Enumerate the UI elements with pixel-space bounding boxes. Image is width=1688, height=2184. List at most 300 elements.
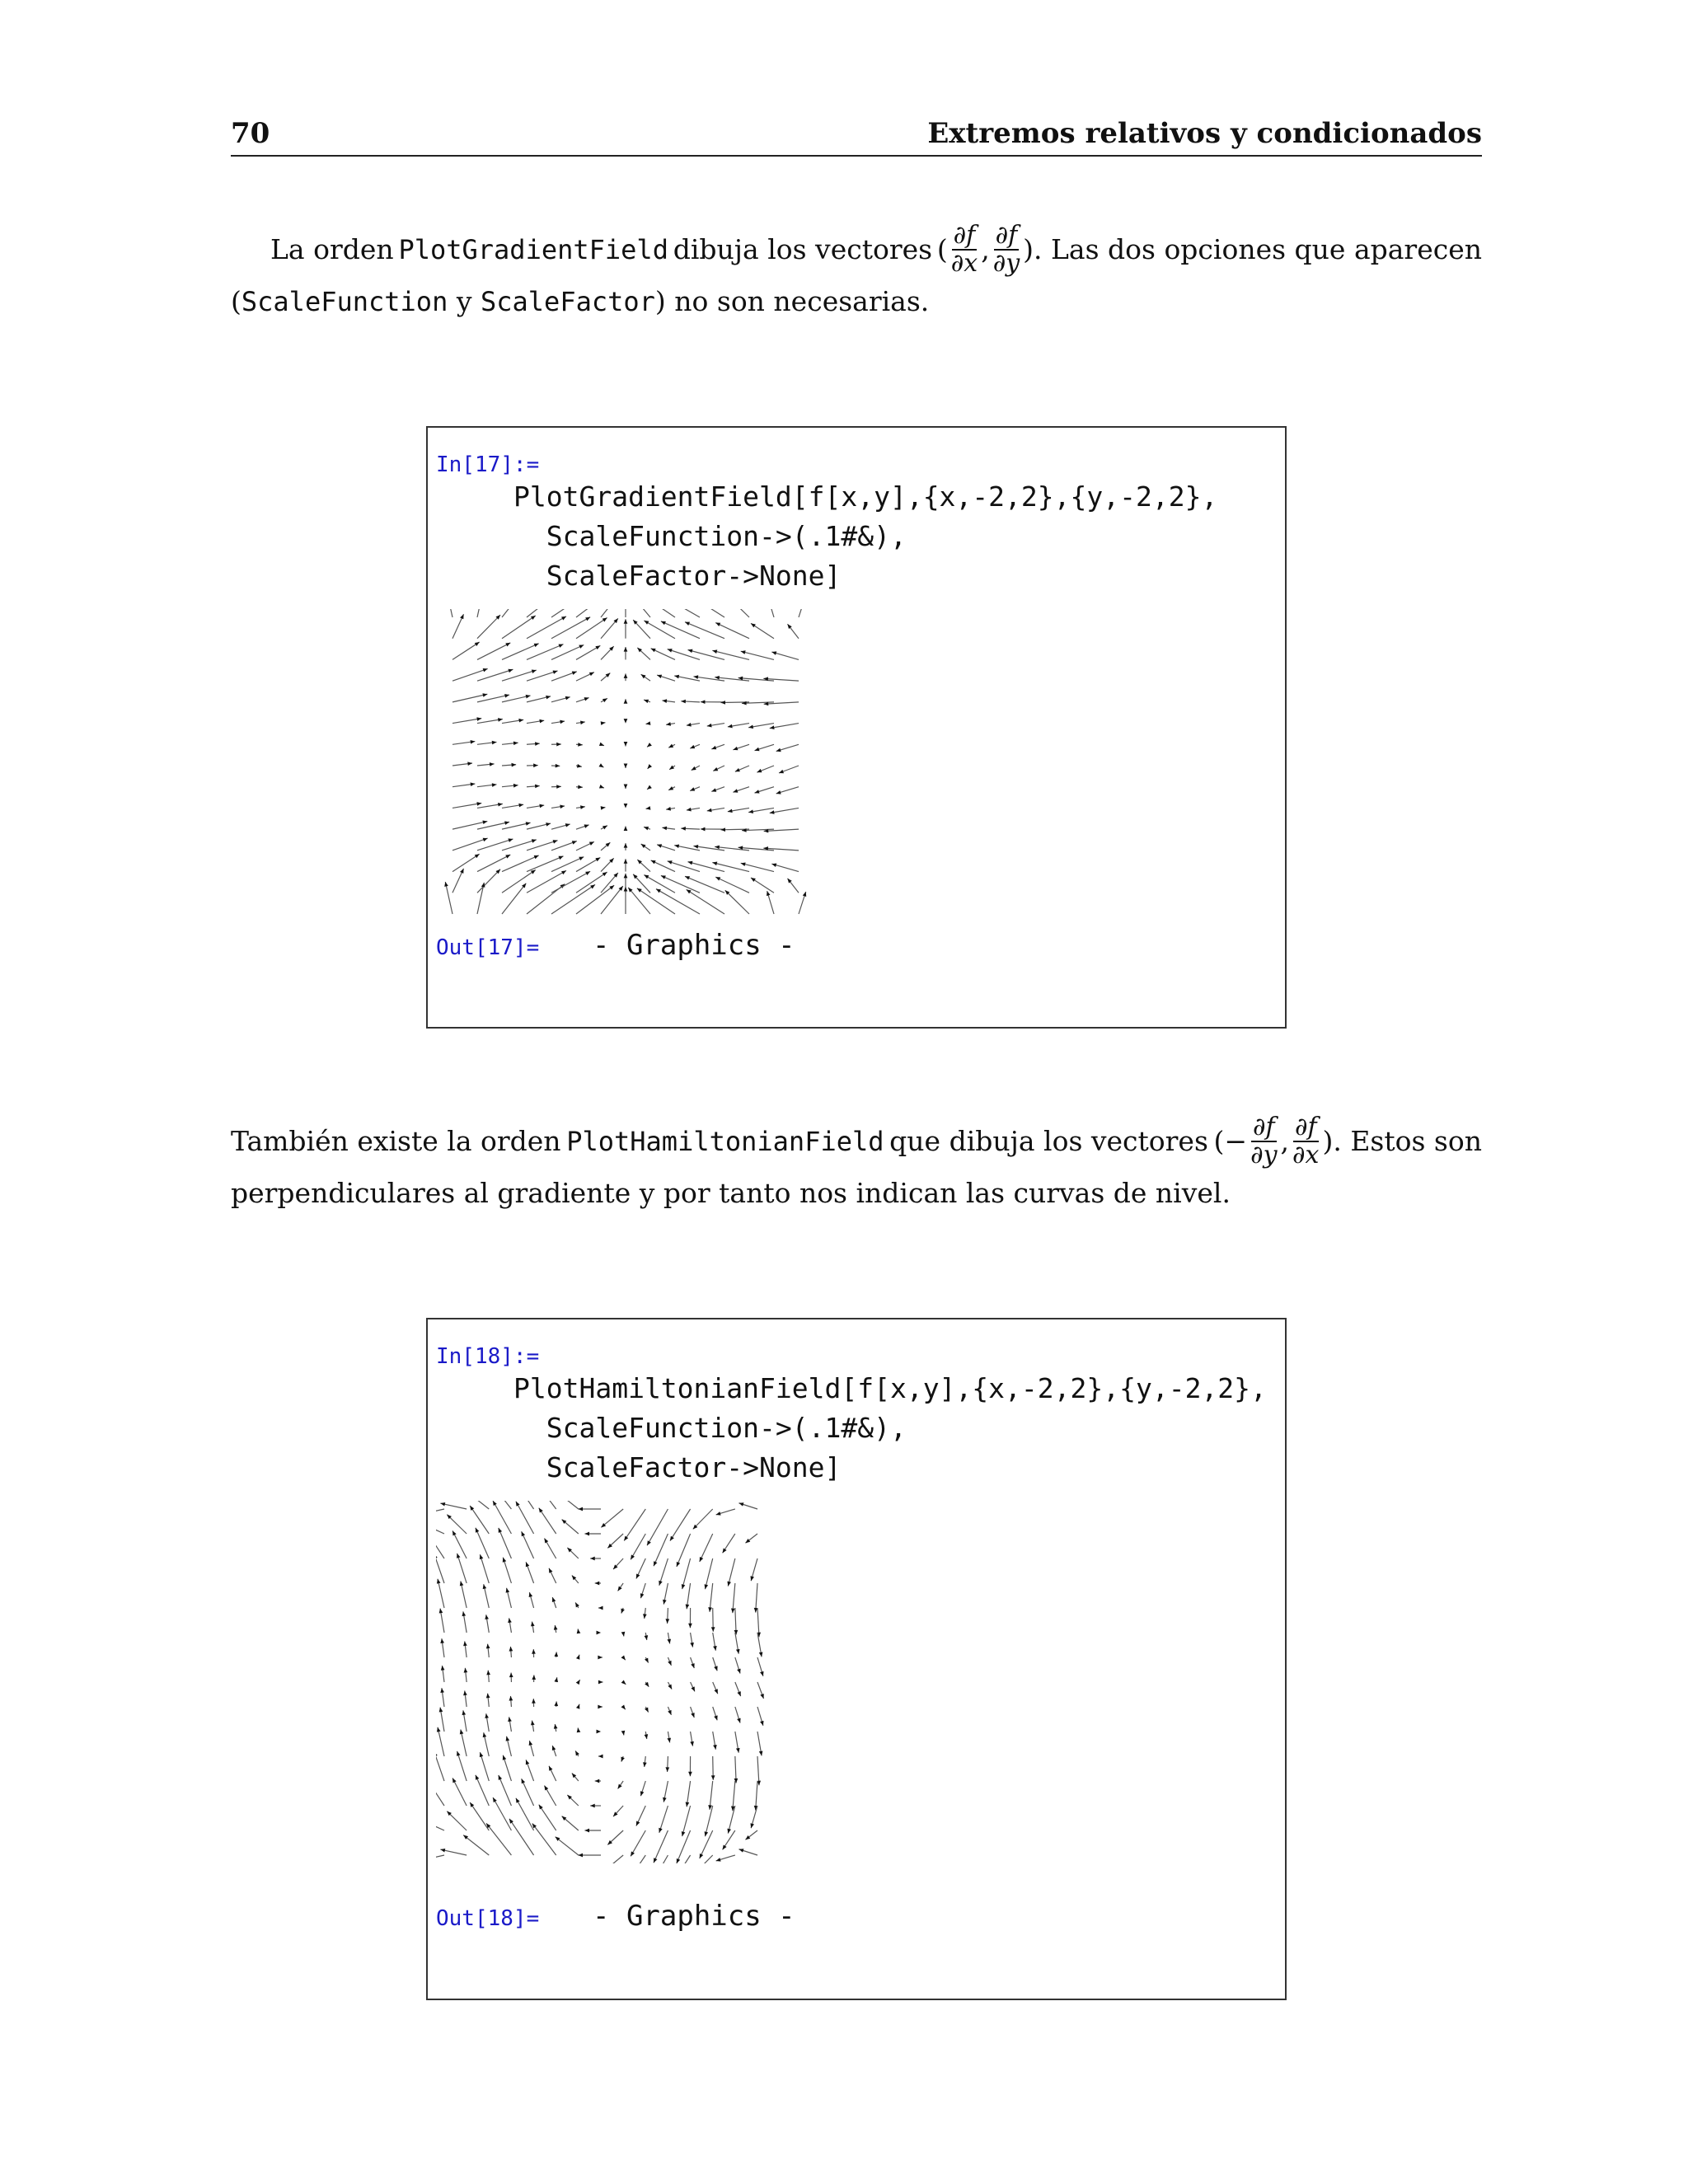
hamiltonian-field-arrowhead [532, 1649, 536, 1654]
gradient-field-arrowhead [532, 670, 537, 673]
hamiltonian-field-arrowhead [485, 1713, 489, 1718]
hamiltonian-field-arrowhead [590, 1557, 595, 1561]
hamiltonian-field-arrowhead [667, 1639, 671, 1644]
hamiltonian-field-arrowhead [621, 1655, 625, 1660]
hamiltonian-field-arrowhead [480, 1752, 483, 1757]
hamiltonian-field-arrowhead [686, 1802, 690, 1807]
gradient-field-arrowhead [624, 763, 628, 768]
gradient-field-arrow [551, 609, 595, 617]
gradient-field-arrow [687, 862, 724, 872]
gradient-field-arrowhead [624, 699, 628, 704]
hamiltonian-field-arrowhead [503, 1755, 506, 1760]
gradient-field-arrowhead [624, 843, 628, 848]
gradient-field-arrowhead [641, 844, 646, 848]
hamiltonian-field-arrow [436, 1783, 444, 1806]
gradient-field-arrowhead [669, 766, 674, 770]
partial-fraction [1249, 1114, 1278, 1169]
hamiltonian-field-arrowhead [576, 1655, 579, 1660]
gradient-vector [937, 223, 1482, 277]
gradient-field-plot [444, 609, 807, 922]
hamiltonian-field-arrowhead [750, 1576, 753, 1581]
gradient-field-arrowhead [508, 669, 513, 673]
hamiltonian-field-arrowhead [584, 1532, 589, 1536]
hamiltonian-field-arrowhead [554, 1652, 558, 1657]
code-line: ScaleFunction->(.1#&), [513, 1412, 907, 1444]
hamiltonian-field-arrowhead [598, 1656, 603, 1660]
gradient-field-arrowhead [751, 878, 756, 882]
hamiltonian-field-arrowhead [645, 1682, 649, 1687]
gradient-field-arrow [527, 609, 565, 617]
gradient-field-arrowhead [733, 789, 738, 792]
hamiltonian-field-arrow [647, 1855, 668, 1863]
gradient-field-arrow [445, 609, 452, 617]
hamiltonian-field-arrow [457, 1751, 467, 1781]
hamiltonian-field-arrowhead [576, 1704, 579, 1709]
partial-fraction [950, 223, 979, 277]
hamiltonian-field-arrowhead [509, 1819, 513, 1824]
hamiltonian-field-arrowhead [723, 1844, 727, 1849]
gradient-field-arrowhead [572, 672, 577, 675]
fraction-denominator: ∂y [1250, 1141, 1278, 1169]
gradient-field-arrow [502, 616, 536, 639]
gradient-field-arrow [799, 609, 806, 617]
comma: , [981, 233, 990, 265]
gradient-field-arrowhead [590, 884, 595, 888]
hamiltonian-field-arrowhead [584, 1829, 589, 1833]
hamiltonian-field-arrowhead [688, 1624, 692, 1629]
hamiltonian-field-arrow [539, 1805, 556, 1830]
gradient-field-arrowhead [560, 720, 565, 724]
gradient-field-arrowhead [644, 700, 649, 703]
gradient-field-arrow [527, 870, 566, 893]
hamiltonian-field-arrowhead [723, 1548, 727, 1553]
gradient-field-arrow [601, 886, 623, 914]
hamiltonian-field-arrow [670, 1855, 691, 1863]
hamiltonian-field-arrowhead [739, 1849, 744, 1852]
gradient-field-arrow [477, 643, 510, 660]
hamiltonian-field-arrowhead [597, 1730, 602, 1734]
gradient-field-arrowhead [624, 784, 628, 789]
gradient-field-arrowhead [711, 746, 716, 749]
hamiltonian-field-arrowhead [668, 1661, 671, 1666]
hamiltonian-field-arrowhead [509, 1696, 513, 1701]
gradient-field-arrowhead [578, 743, 583, 747]
hamiltonian-field-arrowhead [552, 1597, 556, 1602]
gradient-field-arrow [502, 883, 526, 914]
gradient-field-arrowhead [666, 807, 671, 811]
hamiltonian-field-arrowhead [677, 1562, 680, 1567]
gradient-field-arrow [576, 885, 614, 914]
gradient-field-arrowhead [599, 763, 604, 767]
gradient-field-arrowhead [624, 742, 628, 747]
hamiltonian-field-arrow [499, 1528, 512, 1558]
gradient-field-arrow [767, 609, 774, 617]
gradient-field-arrow [551, 617, 590, 639]
gradient-field-arrowhead [624, 673, 628, 678]
graphics-output: - Graphics - [593, 1900, 795, 1933]
gradient-field-arrowhead [572, 841, 577, 844]
notebook-cell-gradient [426, 426, 1287, 1029]
gradient-field-arrowhead [553, 840, 558, 843]
hamiltonian-field-arrowhead [539, 1508, 543, 1513]
hamiltonian-field-arrowhead [760, 1721, 763, 1726]
hamiltonian-field-arrowhead [508, 1717, 512, 1722]
hamiltonian-field-arrowhead [686, 1604, 690, 1609]
gradient-field-arrowhead [707, 808, 712, 813]
hamiltonian-field-arrowhead [659, 1828, 662, 1833]
gradient-field-arrowhead [580, 805, 585, 809]
hamiltonian-field-arrow [654, 1534, 668, 1566]
gradient-field-arrow [725, 609, 749, 617]
gradient-field-arrow [601, 609, 623, 617]
hamiltonian-field-arrow [516, 1502, 534, 1534]
gradient-field-arrowhead [666, 722, 671, 726]
gradient-field-arrow [477, 883, 484, 914]
gradient-field-arrowhead [535, 742, 540, 746]
gradient-field-arrowhead [646, 721, 651, 725]
hamiltonian-field-arrow [705, 1558, 712, 1589]
gradient-field-arrowhead [475, 854, 480, 858]
hamiltonian-field-arrowhead [621, 1609, 624, 1614]
text-segment: La orden [270, 233, 394, 265]
gradient-field-arrow [527, 616, 566, 639]
text-segment: que dibuja los vectores [889, 1125, 1208, 1157]
gradient-field-arrow [715, 877, 749, 893]
hamiltonian-field-arrow [516, 1798, 534, 1830]
hamiltonian-field-arrowhead [554, 1701, 558, 1706]
gradient-field-arrowhead [647, 785, 652, 790]
hamiltonian-field-arrowhead [670, 1536, 674, 1541]
hamiltonian-field-arrow [601, 1855, 623, 1863]
gradient-field-arrowhead [624, 619, 628, 624]
gradient-field-arrow [477, 609, 484, 617]
gradient-field-arrowhead [748, 809, 753, 813]
hamiltonian-field-arrowhead [462, 1611, 467, 1616]
hamiltonian-vector [1214, 1114, 1482, 1169]
hamiltonian-field-arrowhead [716, 1858, 721, 1861]
text-segment: ( [231, 285, 241, 317]
hamiltonian-field-arrowhead [759, 1751, 763, 1756]
hamiltonian-field-arrowhead [668, 1710, 671, 1715]
gradient-field-arrowhead [637, 888, 642, 893]
gradient-field-arrowhead [603, 618, 607, 622]
gradient-field-arrowhead [771, 651, 776, 654]
hamiltonian-field-arrowhead [667, 1738, 671, 1743]
hamiltonian-field-arrowhead [554, 1724, 558, 1729]
gradient-field-arrowhead [584, 824, 589, 827]
hamiltonian-field-arrowhead [485, 1615, 489, 1619]
hamiltonian-field-arrowhead [714, 1715, 717, 1720]
hamiltonian-field-arrowhead [663, 1797, 667, 1802]
hamiltonian-field-arrowhead [480, 1554, 483, 1559]
hamiltonian-field-arrowhead [736, 1748, 740, 1753]
gradient-field-arrowhead [577, 764, 582, 768]
hamiltonian-field-arrowhead [750, 1823, 753, 1828]
hamiltonian-field-arrow [476, 1775, 489, 1806]
hamiltonian-field-arrow [624, 1509, 645, 1540]
hamiltonian-field-arrow [486, 1823, 511, 1855]
hamiltonian-field-arrow [436, 1855, 444, 1861]
gradient-field-arrowhead [556, 764, 560, 768]
gradient-field-arrowhead [584, 697, 589, 701]
hamiltonian-field-arrowhead [436, 1751, 438, 1756]
hamiltonian-field-arrowhead [579, 1854, 584, 1858]
hamiltonian-field-plot [436, 1501, 766, 1863]
hamiltonian-field-arrow [682, 1558, 691, 1589]
hamiltonian-field-arrow [700, 1534, 713, 1562]
hamiltonian-field-arrowhead [621, 1680, 626, 1684]
hamiltonian-field-arrow [436, 1821, 444, 1830]
gradient-field-arrow [551, 871, 590, 893]
hamiltonian-field-arrowhead [663, 1600, 667, 1605]
hamiltonian-field-arrowhead [737, 1669, 740, 1674]
gradient-field-arrow [527, 841, 558, 851]
gradient-field-arrow [661, 875, 700, 893]
hamiltonian-field-arrowhead [645, 1635, 649, 1640]
paragraph-line [231, 279, 1482, 325]
gradient-field-arrow [656, 609, 700, 617]
hamiltonian-field-arrowhead [677, 1858, 680, 1863]
gradient-field-arrowhead [518, 804, 523, 808]
gradient-field-arrowhead [711, 788, 716, 791]
hamiltonian-field-arrow [470, 1802, 489, 1830]
hamiltonian-field-arrow [677, 1534, 691, 1567]
hamiltonian-field-arrowhead [690, 1741, 694, 1746]
gradient-field-arrow [452, 854, 480, 871]
gradient-field-arrowhead [770, 810, 775, 814]
hamiltonian-field-arrowhead [577, 1727, 581, 1732]
text-segment: . Las dos opciones que aparecen [1034, 233, 1482, 265]
gradient-field-arrow [477, 869, 500, 893]
hamiltonian-field-arrowhead [595, 1582, 600, 1586]
text-segment: También existe la orden [231, 1125, 561, 1157]
gradient-field-arrowhead [511, 763, 516, 767]
gradient-field-arrowhead [681, 700, 686, 704]
gradient-field-arrow [637, 609, 675, 617]
fraction-denominator: ∂x [950, 249, 978, 278]
text-segment: ) no son necesarias. [654, 285, 930, 317]
hamiltonian-field-arrow [532, 1501, 556, 1509]
hamiltonian-field-arrow [476, 1528, 489, 1558]
gradient-field-arrowhead [624, 647, 628, 652]
command-name: PlotGradientField [398, 234, 668, 265]
hamiltonian-field-arrowhead [552, 1746, 556, 1750]
hamiltonian-field-arrowhead [690, 1643, 694, 1647]
hamiltonian-field-arrowhead [688, 1772, 692, 1777]
gradient-field-arrowhead [776, 790, 781, 794]
code-line: ScaleFactor->None] [513, 560, 842, 592]
gradient-field-arrowhead [728, 809, 733, 813]
gradient-field-arrowhead [748, 725, 753, 729]
gradient-field-arrowhead [641, 674, 646, 678]
gradient-field-arrowhead [532, 839, 537, 842]
graphics-output: - Graphics - [593, 929, 795, 962]
fraction-numerator: ∂f [1294, 1113, 1317, 1141]
hamiltonian-field-arrowhead [470, 1802, 474, 1807]
output-label: Out[18]= [436, 1906, 540, 1931]
gradient-field-arrowhead [720, 701, 725, 705]
hamiltonian-field-arrow [532, 1824, 556, 1855]
gradient-field-arrow [502, 609, 526, 617]
gradient-field-arrowhead [687, 808, 692, 812]
hamiltonian-field-arrowhead [659, 1581, 662, 1586]
gradient-field-arrow [687, 889, 724, 914]
gradient-field-arrowhead [580, 720, 585, 724]
hamiltonian-field-arrowhead [739, 1502, 744, 1506]
gradient-field-arrowhead [508, 838, 513, 841]
hamiltonian-field-arrowhead [532, 1699, 536, 1704]
hamiltonian-field-arrowhead [531, 1721, 535, 1726]
gradient-field-arrowhead [751, 623, 756, 627]
hamiltonian-field-arrowhead [554, 1625, 558, 1630]
hamiltonian-field-arrow [693, 1855, 713, 1863]
hamiltonian-field-arrow [463, 1501, 489, 1509]
fraction-numerator: ∂f [995, 221, 1018, 250]
gradient-field-arrowhead [770, 725, 775, 729]
hamiltonian-field-arrowhead [711, 1775, 715, 1780]
comma: , [1280, 1125, 1290, 1157]
gradient-field-arrowhead [668, 649, 673, 652]
partial-fraction [1291, 1114, 1320, 1169]
hamiltonian-field-arrowhead [621, 1757, 624, 1762]
paren-close: ) [1023, 233, 1034, 265]
gradient-field-arrow [477, 855, 510, 872]
input-label: In[17]:= [436, 452, 540, 477]
gradient-field-arrowhead [518, 719, 523, 723]
hamiltonian-field-arrowhead [736, 1649, 740, 1654]
gradient-field-arrowhead [681, 827, 686, 831]
hamiltonian-field-arrow [682, 1806, 691, 1836]
gradient-field-arrowhead [657, 844, 662, 847]
output-label: Out[17]= [436, 935, 540, 960]
gradient-field-arrowhead [690, 787, 695, 790]
hamiltonian-field-arrowhead [597, 1631, 602, 1635]
gradient-field-arrowhead [701, 700, 706, 704]
gradient-field-arrowhead [535, 785, 540, 789]
hamiltonian-field-arrowhead [508, 1618, 512, 1623]
gradient-field-arrowhead [693, 845, 698, 849]
hamiltonian-field-arrow [470, 1506, 489, 1534]
gradient-field-arrow [445, 882, 452, 914]
gradient-field-arrow [656, 889, 700, 914]
hamiltonian-field-arrow [436, 1525, 444, 1534]
paragraph-hamiltonian [231, 1113, 1482, 1216]
gradient-field-arrowhead [476, 717, 481, 721]
hamiltonian-field-arrowhead [621, 1704, 625, 1709]
hamiltonian-field-arrowhead [470, 1506, 474, 1511]
gradient-field-arrowhead [624, 874, 628, 879]
gradient-field-arrowhead [707, 724, 712, 728]
gradient-field-arrowhead [601, 721, 606, 725]
hamiltonian-field-arrow [436, 1751, 444, 1781]
hamiltonian-field-arrowhead [598, 1606, 603, 1610]
gradient-field-arrowhead [701, 827, 706, 832]
gradient-field-arrowhead [646, 806, 651, 810]
paragraph-gradient [231, 221, 1482, 325]
gradient-field-arrowhead [483, 668, 488, 672]
gradient-field-arrow [477, 615, 500, 639]
hamiltonian-field-arrowhead [457, 1554, 460, 1558]
hamiltonian-field-arrowhead [737, 1718, 740, 1723]
hamiltonian-field-arrowhead [590, 1804, 595, 1808]
gradient-field-arrowhead [533, 763, 538, 767]
option-name: ScaleFunction [241, 286, 448, 317]
gradient-field-arrowhead [603, 872, 607, 876]
gradient-field-arrowhead [560, 804, 565, 808]
hamiltonian-field-arrow [486, 1501, 511, 1509]
gradient-field-arrow [725, 890, 749, 914]
gradient-field-arrowhead [657, 675, 662, 678]
text-segment: y [456, 285, 472, 317]
hamiltonian-field-arrow [436, 1554, 444, 1583]
hamiltonian-field-arrowhead [526, 1562, 529, 1567]
gradient-field-arrowhead [498, 803, 503, 807]
text-segment: dibuja los vectores [673, 233, 933, 265]
hamiltonian-field-arrowhead [462, 1710, 467, 1715]
gradient-field-arrow [502, 870, 536, 893]
hamiltonian-field-arrowhead [640, 1593, 644, 1598]
gradient-field-arrowhead [668, 860, 673, 864]
gradient-field-arrowhead [475, 642, 480, 646]
hamiltonian-field-arrowhead [509, 1647, 513, 1652]
gradient-field-arrowhead [767, 891, 770, 896]
gradient-field-arrowhead [498, 718, 503, 722]
gradient-field-arrowhead [685, 876, 690, 879]
hamiltonian-field-arrowhead [486, 1671, 490, 1675]
gradient-field-arrowhead [693, 675, 698, 679]
hamiltonian-field-arrow [436, 1536, 444, 1558]
hamiltonian-field-arrowhead [554, 1677, 558, 1682]
paren-close: ) [1322, 1125, 1334, 1157]
hamiltonian-field-arrow [436, 1509, 444, 1515]
gradient-field-arrowhead [644, 827, 649, 830]
hamiltonian-field-arrowhead [618, 1784, 622, 1789]
gradient-field-arrowhead [733, 747, 738, 750]
code-line: PlotHamiltonianField[f[x,y],{x,-2,2},{y,-2,2}, [513, 1372, 1267, 1404]
gradient-field-arrow [576, 609, 614, 617]
hamiltonian-field-arrowhead [576, 1680, 580, 1685]
hamiltonian-field-arrowhead [760, 1694, 763, 1699]
hamiltonian-field-arrowhead [598, 1680, 603, 1685]
hamiltonian-field-arrowhead [621, 1632, 626, 1637]
hamiltonian-field-arrowhead [440, 1638, 444, 1643]
partial-fraction [992, 223, 1021, 277]
hamiltonian-field-arrowhead [691, 1713, 694, 1718]
gradient-field-arrowhead [674, 844, 679, 848]
hamiltonian-field-arrowhead [503, 1558, 506, 1563]
hamiltonian-field-arrowhead [509, 1673, 513, 1678]
gradient-field-arrowhead [476, 802, 481, 806]
hamiltonian-field-arrowhead [716, 1511, 721, 1515]
code-line: ScaleFactor->None] [513, 1451, 842, 1483]
gradient-field-arrowhead [531, 870, 536, 874]
hamiltonian-field-arrowhead [539, 1805, 543, 1810]
hamiltonian-field-arrow [556, 1501, 579, 1509]
gradient-field-arrowhead [578, 785, 583, 790]
gradient-field-arrow [576, 872, 607, 893]
hamiltonian-field-arrow [452, 1530, 467, 1558]
paragraph-line: perpendiculares al gradiente y por tanto nos indican las curvas de nivel. [231, 1177, 1231, 1209]
gradient-field-arrowhead [687, 889, 692, 893]
gradient-field-arrowhead [624, 804, 628, 808]
option-name: ScaleFactor [480, 286, 655, 317]
gradient-field-arrowhead [599, 785, 604, 788]
hamiltonian-field-arrowhead [714, 1666, 717, 1671]
gradient-field-arrowhead [755, 790, 760, 793]
gradient-field-arrowhead [624, 827, 628, 832]
hamiltonian-field-arrow [499, 1775, 512, 1806]
gradient-field-arrowhead [556, 785, 561, 789]
